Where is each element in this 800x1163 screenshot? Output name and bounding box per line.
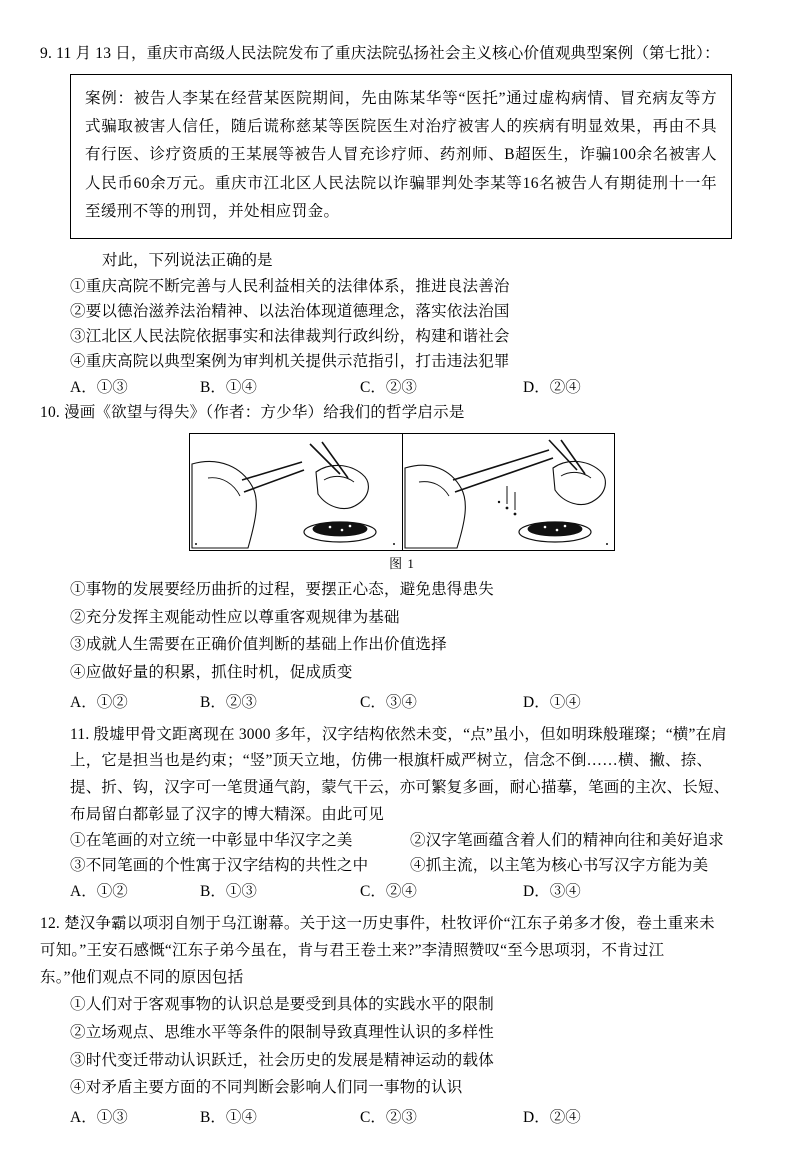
answer-choice-c[interactable]: C．②③ (360, 379, 417, 397)
option-item: ④重庆高院以典型案例为审判机关提供示范指引，打击违法犯罪 (70, 353, 510, 371)
question-9-options (40, 274, 764, 374)
question-11-stem (40, 722, 764, 829)
option-row (70, 828, 764, 853)
question-12-stem-line-1: 楚汉争霸以项羽自刎于乌江谢幕。关于这一历史事件，杜牧评价“江东子弟多才俊，卷土重来未 (64, 915, 715, 933)
question-10 (40, 401, 764, 711)
option-item: ②充分发挥主观能动性应以尊重客观规律为基础 (70, 608, 400, 626)
question-9-stem (40, 42, 764, 66)
comic-right-drawing (403, 434, 615, 550)
question-12-stem-line-2: 可知。”王安石感慨“江东子弟今虽在，肯与君王卷土来?”李清照赞叹“至今思项羽，不肯过江 (40, 942, 665, 960)
comic-panel-right (402, 434, 615, 550)
answer-choice-c[interactable]: C．②③ (360, 1108, 417, 1126)
answer-choice-b[interactable]: B．①④ (200, 379, 257, 397)
question-12-options (40, 991, 764, 1101)
question-10-answers (40, 690, 764, 712)
question-11-stem-line-1: 殷墟甲骨文距离现在 3000 多年，汉字结构依然未变，“点”虽小，但如明珠般璀璨；“横”在肩 (93, 725, 727, 743)
comic-frame (189, 433, 615, 551)
question-11-stem-line-4: 布局留白都彰显了汉字的博大精深。由此可见 (70, 805, 385, 823)
option-item: ④应做好量的积累，抓住时机，促成质变 (70, 664, 353, 682)
comic-figure (40, 433, 764, 572)
question-11-answers (40, 879, 764, 901)
option-item: ①事物的发展要经历曲折的过程，要摆正心态，避免患得患失 (70, 581, 494, 599)
answer-choice-a[interactable]: A．①③ (70, 1108, 128, 1126)
option-item: ②汉字笔画蕴含着人们的精神向往和美好追求 (410, 832, 725, 850)
option-item: ①在笔画的对立统一中彰显中华汉字之美 (70, 832, 353, 850)
answer-choice-b[interactable]: B．①④ (200, 1108, 257, 1126)
question-12-stem (40, 911, 764, 991)
answer-choice-b[interactable]: B．②③ (200, 693, 257, 711)
option-item: ②立场观点、思维水平等条件的限制导致真理性认识的多样性 (70, 1023, 494, 1041)
question-12-number: 12. (40, 915, 60, 933)
question-9-stem-text: 11 月 13 日，重庆市高级人民法院发布了重庆法院弘扬社会主义核心价值观典型案例（第七批）： (56, 45, 720, 62)
answer-choice-b[interactable]: B．①③ (200, 883, 257, 901)
option-item: ③时代变迁带动认识跃迁，社会历史的发展是精神运动的载体 (70, 1051, 494, 1069)
comic-panel-left (190, 434, 402, 550)
question-12 (40, 911, 764, 1126)
question-10-stem-text: 漫画《欲望与得失》（作者：方少华）给我们的哲学启示是 (64, 404, 465, 422)
figure-caption: 图 1 (389, 556, 415, 572)
question-12-answers (40, 1105, 764, 1127)
answer-choice-d[interactable]: D．①④ (523, 693, 581, 711)
option-item: ③江北区人民法院依据事实和法律裁判行政纠纷，构建和谐社会 (70, 328, 510, 346)
question-10-number: 10. (40, 404, 60, 422)
question-11-stem-line-2: 上，它是担当也是约束；“竖”顶天立地，仿佛一根旗杆威严树立，信念不倒……横、撇、捺、 (70, 752, 713, 770)
answer-choice-c[interactable]: C．③④ (360, 693, 417, 711)
answer-choice-a[interactable]: A．①③ (70, 379, 128, 397)
page-content (40, 42, 764, 1129)
question-9-prompt: 对此，下列说法正确的是 (102, 252, 273, 270)
answer-choice-a[interactable]: A．①② (70, 883, 128, 901)
question-11 (40, 722, 764, 902)
question-9 (40, 42, 764, 397)
answer-choice-d[interactable]: D．②④ (523, 379, 581, 397)
question-12-stem-line-3: 东。”他们观点不同的原因包括 (40, 968, 244, 986)
question-10-stem (40, 401, 764, 425)
answer-choice-a[interactable]: A．①② (70, 693, 128, 711)
option-item: ③不同笔画的个性寓于汉字结构的共性之中 (70, 857, 369, 875)
question-9-number: 9. (40, 45, 53, 62)
answer-choice-d[interactable]: D．③④ (523, 883, 581, 901)
question-10-options (40, 576, 764, 686)
question-9-case-box: 案例：被告人李某在经营某医院期间，先由陈某华等“医托”通过虚构病情、冒充病友等方式骗取被害人信任，随后谎称慈某等医院医生对治疗被害人的疾病有明显效果，再由不具有行医、诊疗资质的王某展等被告人冒充诊疗师、药剂师、B超医生，诈骗100余名被害人人民币60余万元。重庆市江北区人民法院以诈骗罪判处李某等16名被告人有期徒刑十一年至缓刑不等的刑罚，并处相应罚金。 (70, 74, 732, 239)
question-9-answers (40, 375, 764, 397)
option-item: ③成就人生需要在正确价值判断的基础上作出价值选择 (70, 636, 447, 654)
question-11-options (40, 828, 764, 878)
option-item: ①人们对于客观事物的认识总是要受到具体的实践水平的限制 (70, 996, 494, 1014)
option-row (70, 853, 764, 878)
comic-left-drawing (190, 434, 402, 550)
question-11-number: 11. (70, 725, 90, 743)
option-item: ②要以德治滋养法治精神、以法治体现道德理念，落实依法治国 (70, 302, 510, 320)
option-item: ④对矛盾主要方面的不同判断会影响人们同一事物的认识 (70, 1079, 463, 1097)
question-11-stem-line-3: 提、折、钩，汉字可一笔贯通气韵，蒙气干云，亦可繁复多画，耐心描摹，笔画的主次、长短、 (70, 778, 730, 796)
option-item: ④抓主流，以主笔为核心书写汉字方能为美 (410, 857, 709, 875)
answer-choice-c[interactable]: C．②④ (360, 883, 417, 901)
answer-choice-d[interactable]: D．②④ (523, 1108, 581, 1126)
option-item: ①重庆高院不断完善与人民利益相关的法律体系，推进良法善治 (70, 277, 510, 295)
